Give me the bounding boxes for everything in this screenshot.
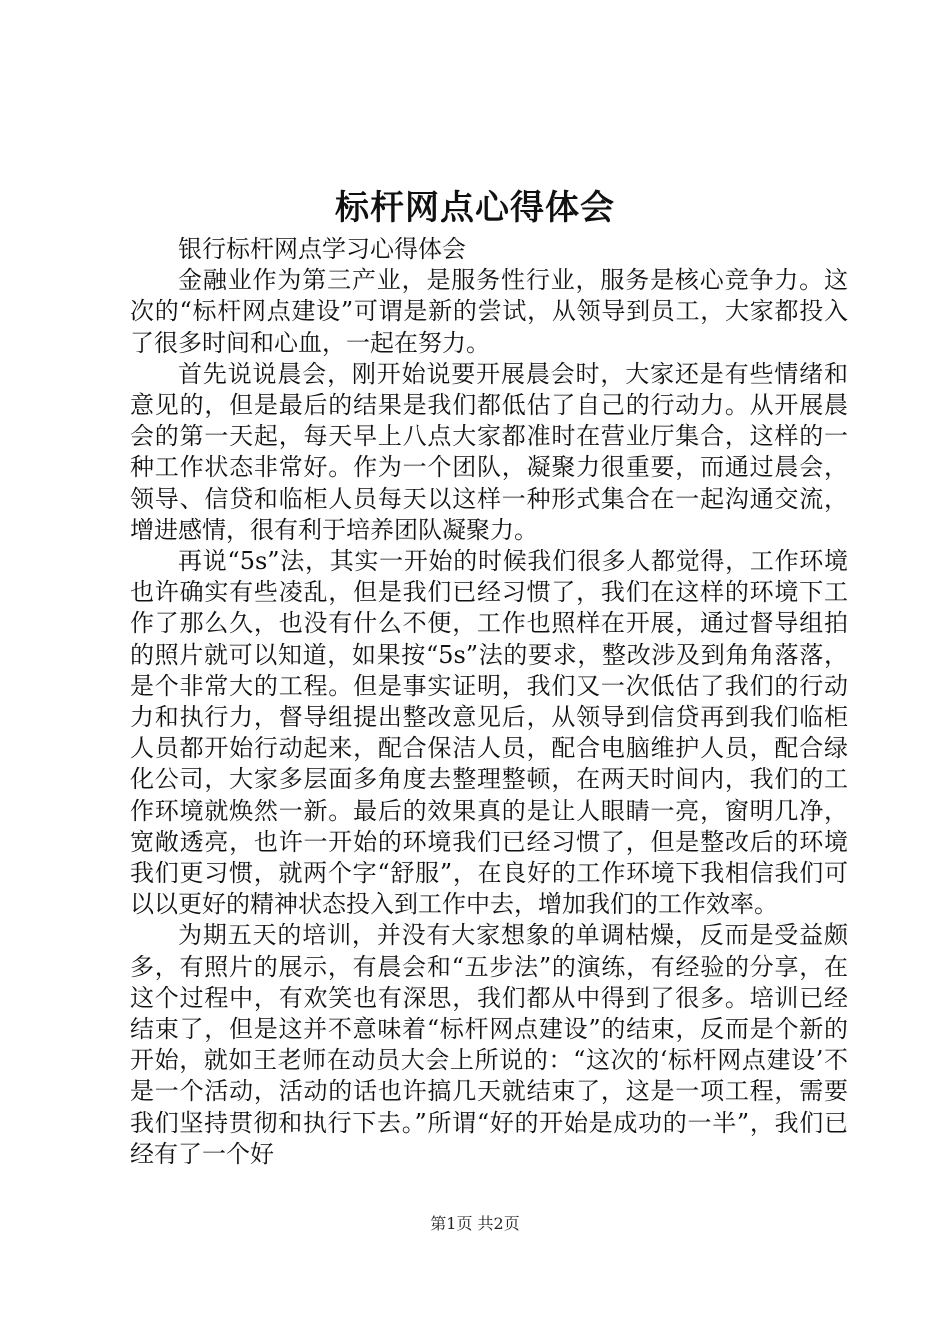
subtitle-paragraph: 银行标杆网点学习心得体会 xyxy=(178,235,466,263)
paragraph-5s-method: 再说“5s”法，其实一开始的时候我们很多人都觉得，工作环境也许确实有些凌乱，但是我们已经习惯了，我们在这样的环境下工作了那么久，也没有什么不便，工作也照样在开展，通过督导组拍的照片就可以知道，如果按“5s”法的要求，整改涉及到角角落落，是个非常大的工程。但是事实证明，我们又一次低估了我们的行动力和执行力，督导组提出整改意见后，从领导到信贷再到我们临柜人员都开始行动起来，配合保洁人员，配合电脑维护人员，配合绿化公司，大家多层面多角度去整理整顿，在两天时间内，我们的工作环境就焕然一新。最后的效果真的是让人眼睛一亮，窗明几净，宽敞透亮，也许一开始的环境我们已经习惯了，但是整改后的环境我们更习惯，就两个字“舒服”，在良好的工作环境下我相信我们可以以更好的精神状态投入到工作中去，增加我们的工作效率。 xyxy=(130,547,848,919)
document-body xyxy=(130,234,848,1170)
page-number-footer: 第1页 共2页 xyxy=(430,1214,520,1233)
paragraph-intro: 金融业作为第三产业，是服务性行业，服务是核心竞争力。这次的“标杆网点建设”可谓是新的尝试，从领导到员工，大家都投入了很多时间和心血，一起在努力。 xyxy=(130,266,848,357)
paragraph-morning-meeting: 首先说说晨会，刚开始说要开展晨会时，大家还是有些情绪和意见的，但是最后的结果是我们都低估了自己的行动力。从开展晨会的第一天起，每天早上八点大家都准时在营业厅集合，这样的一种工作状态非常好。作为一个团队，凝聚力很重要，而通过晨会，领导、信贷和临柜人员每天以这样一种形式集合在一起沟通交流，增进感情，很有利于培养团队凝聚力。 xyxy=(130,359,848,544)
paragraph-training: 为期五天的培训，并没有大家想象的单调枯燥，反而是受益颇多，有照片的展示，有晨会和“五步法”的演练，有经验的分享，在这个过程中，有欢笑也有深思，我们都从中得到了很多。培训已经结束了，但是这并不意味着“标杆网点建设”的结束，反而是个新的开始，就如王老师在动员大会上所说的：“这次的‘标杆网点建设’不是一个活动，活动的话也许搞几天就结束了，这是一项工程，需要我们坚持贯彻和执行下去。”所谓“好的开始是成功的一半”，我们已经有了一个好 xyxy=(130,921,848,1168)
document-title: 标杆网点心得体会 xyxy=(335,188,615,228)
